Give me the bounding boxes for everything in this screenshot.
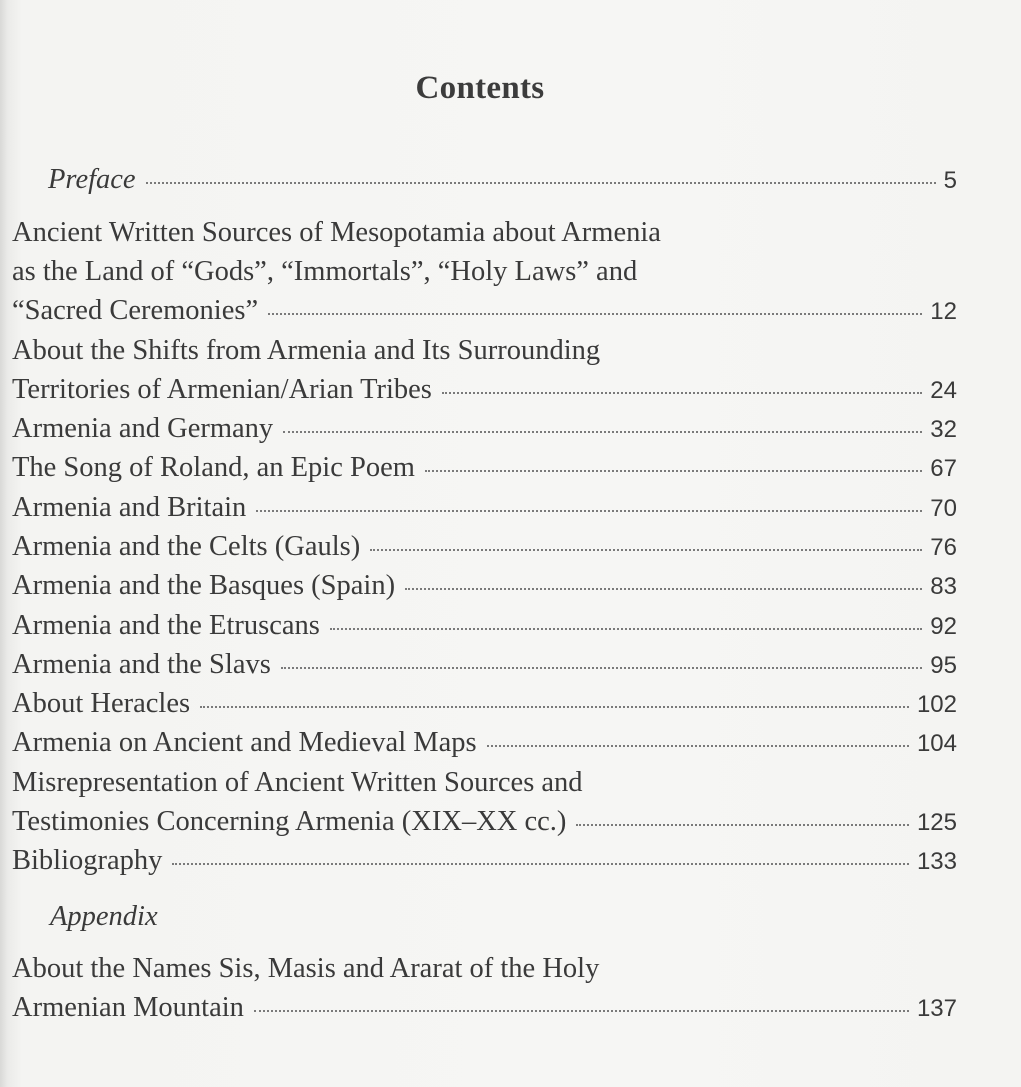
toc-entry-title: Armenia on Ancient and Medieval Maps [12,727,477,758]
toc-entry-title: Armenia and the Slavs [12,649,271,680]
toc-entry-title: Armenia and the Etruscans [12,610,320,641]
toc-entry [12,448,957,488]
dot-leader [268,313,922,315]
dot-leader [256,510,922,512]
toc-entry [12,566,957,606]
toc-entry-title: The Song of Roland, an Epic Poem [12,452,415,483]
toc-entry-title: Bibliography [12,845,163,876]
dot-leader [146,182,936,184]
toc-entry-title: Armenia and the Celts (Gauls) [12,531,361,562]
toc-entry [12,684,957,724]
toc-entry-title: “Sacred Ceremonies” [12,295,259,326]
toc-entry-title: Preface [48,164,136,195]
dot-leader [281,667,922,669]
toc-entry [12,802,957,842]
toc-entry [12,645,957,685]
toc-entry [12,988,957,1028]
toc-page-number: 76 [930,534,957,561]
toc-entry [12,527,957,567]
dot-leader [487,745,909,747]
toc-page-number: 67 [930,455,957,482]
toc-entry-title: Armenia and Germany [12,413,274,444]
dot-leader [330,628,922,630]
toc-page-number: 12 [930,298,957,325]
toc-page-number: 95 [930,652,957,679]
dot-leader [425,470,922,472]
appendix-heading: Appendix [50,901,158,932]
toc-entry-text-line: Ancient Written Sources of Mesopotamia about Armenia [12,217,661,248]
toc-entry-text-line: About the Names Sis, Masis and Ararat of the Holy [12,953,600,984]
dot-leader [442,392,922,394]
toc-entry-title: Armenia and the Basques (Spain) [12,570,396,601]
toc-page-number: 83 [930,573,957,600]
toc-entry-text-line: About the Shifts from Armenia and Its Surrounding [12,335,601,366]
toc-entry [12,723,957,763]
toc-page-number: 32 [930,416,957,443]
toc-entry [12,606,957,646]
toc-page-number: 125 [916,809,957,836]
dot-leader [405,588,922,590]
toc-entry-title: Testimonies Concerning Armenia (XIX–XX cc.) [12,806,567,837]
toc-entry [12,370,957,410]
toc-entry-text-line: Misrepresentation of Ancient Written Sources and [12,767,583,798]
toc-page-number: 5 [943,167,957,194]
toc-entry-title: Armenian Mountain [12,992,244,1023]
dot-leader [283,431,922,433]
dot-leader [254,1010,909,1012]
toc-entry-title: Territories of Armenian/Arian Tribes [12,374,432,405]
toc-page-number: 137 [916,995,957,1022]
toc-page-number: 104 [916,730,957,757]
toc-entry [12,291,957,331]
toc-entry-text-line: as the Land of “Gods”, “Immortals”, “Holy Laws” and [12,256,638,287]
toc-entry-preface [48,160,957,200]
toc-page-number: 102 [916,691,957,718]
toc-page-number: 70 [930,495,957,522]
toc-entry [12,409,957,449]
toc-page-number: 24 [930,377,957,404]
toc-page-number: 133 [916,848,957,875]
toc-entry-title: About Heracles [12,688,191,719]
toc-entry-title: Armenia and Britain [12,492,247,523]
dot-leader [370,549,922,551]
toc-entry [12,488,957,528]
toc-entry [12,841,957,881]
toc-page-number: 92 [930,613,957,640]
dot-leader [172,863,909,865]
dot-leader [576,824,909,826]
dot-leader [200,706,909,708]
page-title: Contents [415,70,545,106]
